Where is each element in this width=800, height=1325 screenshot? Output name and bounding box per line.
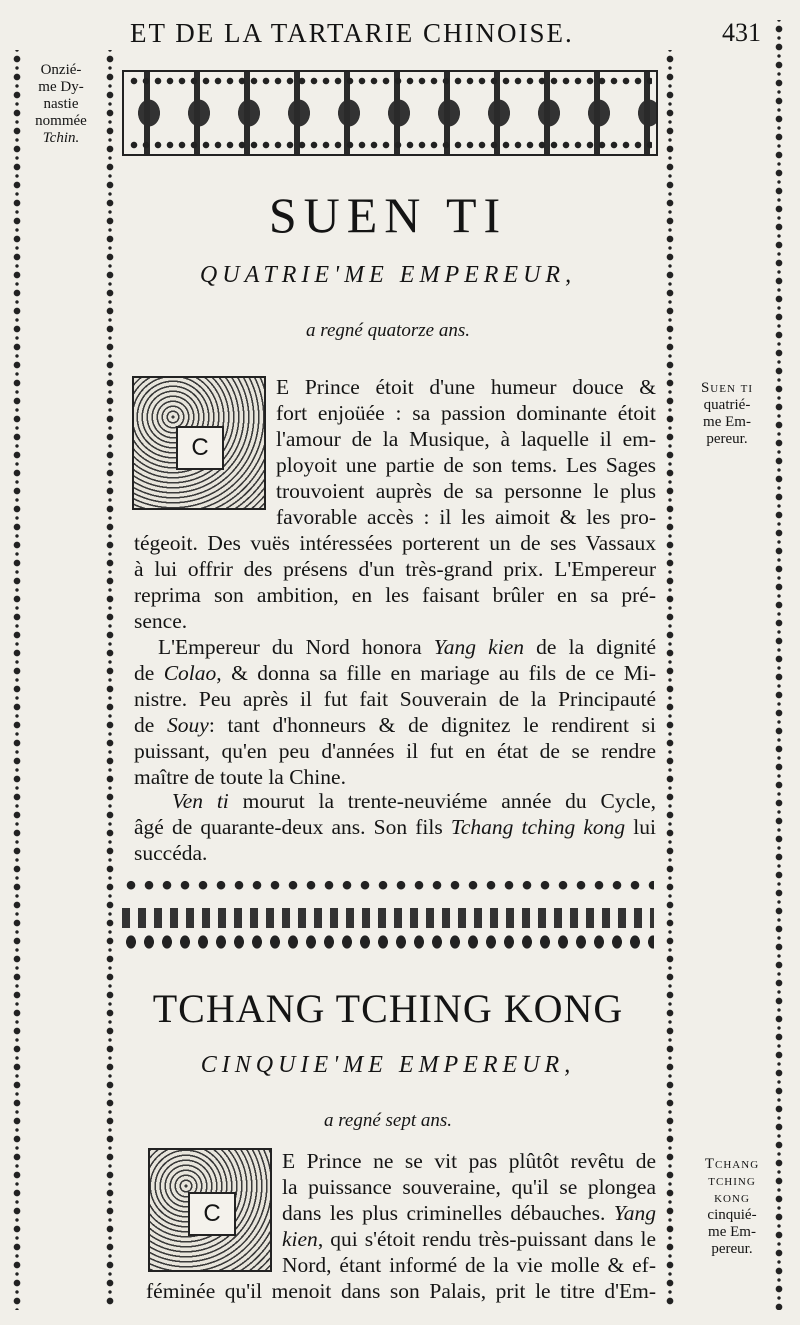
text-line: sence. bbox=[134, 609, 188, 633]
margin-note-tchang-tching-kong bbox=[690, 1156, 774, 1258]
text-run: de bbox=[134, 713, 168, 737]
margin-line: quatrié- bbox=[703, 397, 751, 413]
paragraph-2 bbox=[134, 634, 656, 790]
text-line: reprima son ambition, en les faisant brûler en sa pré- bbox=[134, 583, 656, 607]
margin-line: Onzié- bbox=[40, 62, 82, 78]
text-line: succéda. bbox=[134, 841, 208, 865]
decorated-initial bbox=[132, 376, 266, 510]
text-run-italic: Yang bbox=[613, 1201, 656, 1225]
text-run: mourut la trente-neuviéme année du Cycle, bbox=[228, 789, 657, 813]
text-line: Nord, étant informé de la vie molle & ef- bbox=[282, 1253, 656, 1277]
text-line bbox=[134, 712, 656, 738]
emperor-title: SUEN TI bbox=[268, 187, 508, 243]
emperor-subtitle: CINQUIE'ME EMPEREUR, bbox=[200, 1052, 576, 1078]
margin-line: me Em- bbox=[703, 414, 751, 430]
margin-line: Tchin. bbox=[42, 130, 80, 146]
text-run-italic: Ven ti bbox=[172, 789, 229, 813]
margin-line: kong bbox=[714, 1190, 750, 1206]
text-line bbox=[282, 1226, 656, 1252]
margin-line: nommée bbox=[35, 113, 87, 129]
margin-note-dynasty bbox=[24, 62, 98, 147]
paragraph-4-wide bbox=[146, 1278, 656, 1304]
paragraph-1-wide bbox=[134, 530, 656, 634]
text-run: L'Empereur du Nord honora bbox=[158, 635, 434, 659]
text-line: puissant, qu'en peu d'années il fut en état de se rendre bbox=[134, 739, 656, 763]
text-line: favorable accès : il les aimoit & les pro- bbox=[276, 505, 656, 529]
text-line: E Prince ne se vit pas plûtôt revêtu de bbox=[282, 1149, 656, 1173]
text-line: féminée qu'il menoit dans son Palais, prit le titre d'Em- bbox=[146, 1279, 656, 1303]
emperor-title: TCHANG TCHING KONG bbox=[152, 986, 624, 1031]
margin-line: Tchang bbox=[704, 1156, 760, 1172]
paragraph-4-narrow bbox=[282, 1148, 656, 1278]
text-run-italic: Yang kien bbox=[433, 635, 524, 659]
text-line: E Prince étoit d'une humeur douce & bbox=[276, 375, 656, 399]
initial-letter: C bbox=[188, 1192, 236, 1236]
right-ornament-rule bbox=[772, 20, 786, 1310]
inner-right-ornament-rule bbox=[663, 50, 677, 1305]
text-run-italic: Tchang tching kong bbox=[450, 815, 626, 839]
text-run: de bbox=[134, 661, 164, 685]
text-run: de la dignité bbox=[524, 635, 656, 659]
text-line: maître de toute la Chine. bbox=[134, 765, 346, 789]
reign-length: a regné quatorze ans. bbox=[306, 320, 470, 341]
text-line: fort enjoüée : sa passion dominante étoit bbox=[276, 401, 656, 425]
text-run: âgé de quarante-deux ans. Son fils bbox=[134, 815, 451, 839]
text-run: lui bbox=[625, 815, 656, 839]
margin-line: tching bbox=[708, 1173, 756, 1189]
initial-letter: C bbox=[176, 426, 224, 470]
margin-line: pereur. bbox=[711, 1241, 753, 1257]
text-line bbox=[134, 634, 656, 660]
text-line bbox=[282, 1200, 656, 1226]
text-line bbox=[134, 788, 656, 814]
text-run: : tant d'honneurs & de dignitez le rendirent si bbox=[208, 713, 657, 737]
margin-line: pereur. bbox=[706, 431, 748, 447]
text-run-italic: kien bbox=[282, 1227, 318, 1251]
text-run-italic: Souy bbox=[167, 713, 209, 737]
text-line: trouvoient auprès de sa personne le plus bbox=[276, 479, 656, 503]
decorated-initial bbox=[148, 1148, 272, 1272]
text-line bbox=[134, 660, 656, 686]
text-run: , & donna sa fille en mariage au fils de ce Mi- bbox=[216, 661, 656, 685]
text-run-italic: Colao bbox=[163, 661, 217, 685]
text-run: dans les plus criminelles débauches. bbox=[282, 1201, 614, 1225]
text-line bbox=[134, 814, 656, 840]
text-run: , qui s'étoit rendu très-puissant dans le bbox=[317, 1227, 656, 1251]
text-line: la puissance souveraine, qu'il se plongea bbox=[282, 1175, 656, 1199]
margin-line: me Em- bbox=[708, 1224, 756, 1240]
reign-length: a regné sept ans. bbox=[323, 1110, 453, 1131]
text-line: l'amour de la Musique, à laquelle il em- bbox=[276, 427, 656, 451]
margin-line: me Dy- bbox=[38, 79, 84, 95]
margin-line: cinquié- bbox=[707, 1207, 757, 1223]
text-line: à lui offrir des présens d'un très-grand prix. L'Empereur bbox=[134, 557, 656, 581]
inner-left-ornament-rule bbox=[103, 50, 117, 1305]
page-number: 431 bbox=[722, 18, 761, 47]
running-head: ET DE LA TARTARIE CHINOISE. bbox=[130, 18, 574, 48]
paragraph-1-narrow bbox=[276, 374, 656, 530]
paragraph-3 bbox=[134, 788, 656, 866]
text-line: ployoit une partie de son tems. Les Sages bbox=[276, 453, 656, 477]
margin-line: nastie bbox=[43, 96, 79, 112]
emperor-subtitle: QUATRIE'ME EMPEREUR, bbox=[199, 262, 577, 288]
text-line: nistre. Peu après il fut fait Souverain de la Principauté bbox=[134, 687, 656, 711]
text-line: tégeoit. Des vuës intéressées porterent un de ses Vassaux bbox=[134, 531, 656, 555]
headpiece-ornament bbox=[122, 70, 658, 156]
section-divider-ornament bbox=[122, 878, 654, 952]
margin-note-suen-ti bbox=[682, 380, 772, 448]
margin-line: Suen ti bbox=[700, 380, 754, 396]
left-ornament-rule bbox=[10, 50, 24, 1310]
